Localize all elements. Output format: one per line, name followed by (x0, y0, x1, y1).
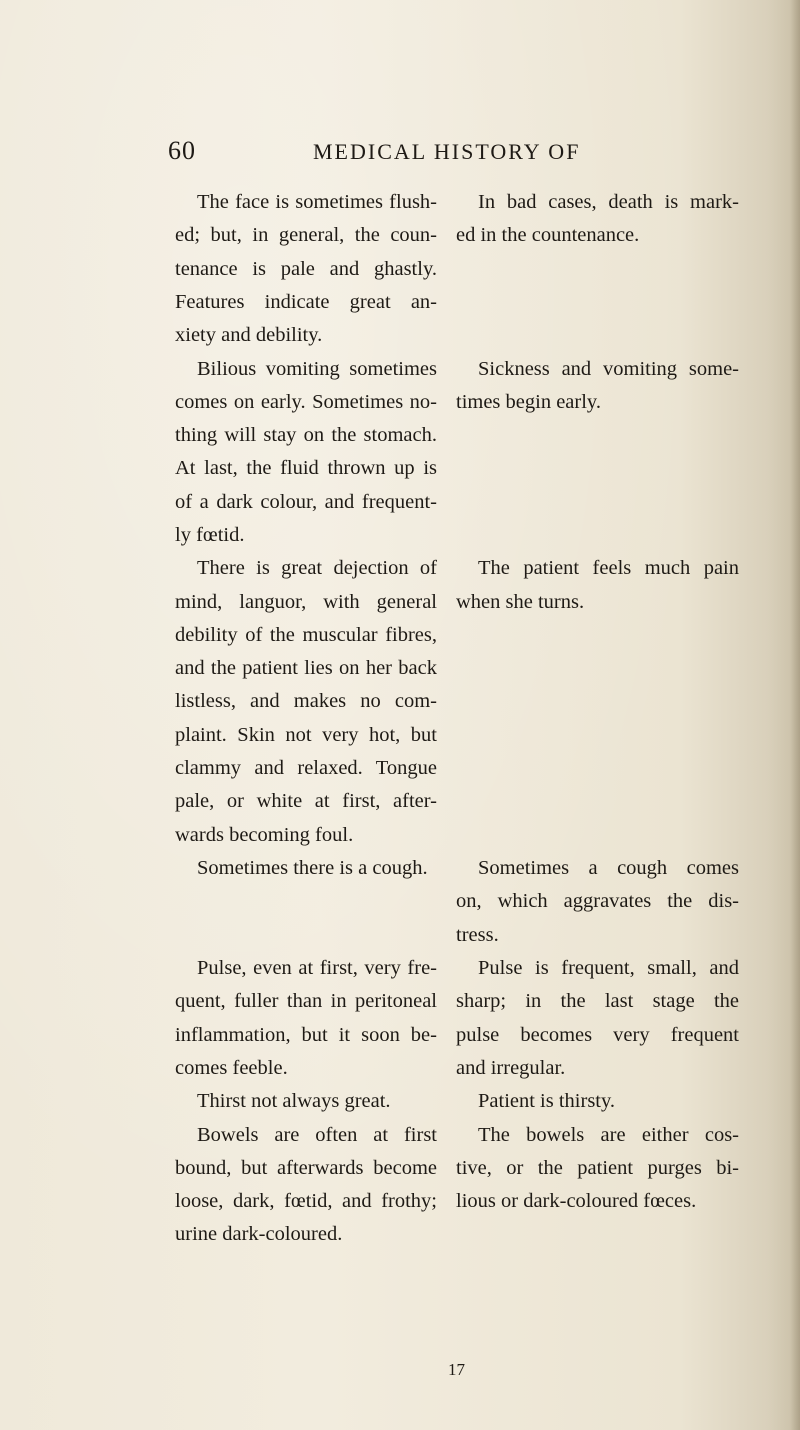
text-line: Features indicate great an- (175, 290, 437, 313)
text-line: Sometimes a cough comes (478, 857, 739, 879)
text-line: xiety and debility. (175, 324, 323, 347)
text-line: of a dark colour, and frequent- (175, 490, 437, 513)
text-line: tenance is pale and ghastly. (175, 257, 437, 280)
text-line: and the patient lies on her back (175, 657, 437, 680)
text-line: wards becoming foul. (175, 823, 354, 846)
text-line: comes feeble. (175, 1056, 288, 1079)
right-paragraph-pain (456, 552, 739, 619)
right-paragraph-pulse (456, 952, 739, 1085)
text-line: urine dark-coloured. (175, 1223, 343, 1246)
text-line: pale, or white at first, after- (175, 790, 437, 813)
left-paragraph-dejection (175, 552, 437, 852)
text-line: inflammation, but it soon be- (175, 1023, 437, 1046)
text-line: The face is sometimes flush- (197, 191, 437, 213)
text-line: on, which aggravates the dis- (456, 890, 739, 913)
text-line: Sometimes there is a cough. (197, 857, 428, 879)
text-line: and irregular. (456, 1056, 566, 1079)
signature-mark: 17 (448, 1360, 465, 1379)
right-paragraph-sickness (456, 353, 739, 420)
left-paragraph-face (175, 186, 437, 352)
right-paragraph-bowels (456, 1119, 739, 1219)
text-line: Patient is thirsty. (478, 1090, 616, 1112)
text-line: Pulse, even at first, very fre- (197, 957, 437, 979)
text-line: ly fœtid. (175, 523, 245, 546)
text-line: clammy and relaxed. Tongue (175, 757, 437, 780)
text-line: times begin early. (456, 390, 601, 413)
text-line: pulse becomes very frequent (456, 1023, 739, 1046)
left-paragraph-pulse (175, 952, 437, 1085)
left-paragraph-thirst (175, 1085, 437, 1118)
right-paragraph-cough (456, 852, 739, 952)
right-paragraph-thirst (456, 1085, 739, 1118)
text-line: lious or dark-coloured fœces. (456, 1190, 697, 1213)
page-header (168, 136, 638, 176)
text-line: mind, languor, with general (175, 590, 437, 613)
text-line: tress. (456, 923, 499, 946)
text-line: bound, but afterwards become (175, 1156, 437, 1179)
text-line: comes on early. Sometimes no- (175, 390, 437, 413)
text-line: ed; but, in general, the coun- (175, 224, 437, 247)
text-line: debility of the muscular fibres, (175, 623, 437, 646)
text-line: ed in the countenance. (456, 224, 640, 247)
text-line: thing will stay on the stomach. (175, 424, 437, 447)
left-paragraph-cough (175, 852, 437, 885)
text-line: listless, and makes no com- (175, 690, 437, 713)
right-paragraph-death (456, 186, 739, 253)
text-line: Bilious vomiting sometimes (197, 357, 437, 380)
left-paragraph-bowels (175, 1119, 437, 1252)
page-number: 60 (168, 136, 196, 165)
running-head: MEDICAL HISTORY OF (313, 139, 581, 164)
text-line: loose, dark, fœtid, and frothy; (175, 1190, 437, 1213)
text-line: tive, or the patient purges bi- (456, 1156, 739, 1179)
text-line: The patient feels much pain (478, 557, 739, 580)
text-line: sharp; in the last stage the (456, 990, 739, 1013)
text-line: Thirst not always great. (197, 1090, 391, 1112)
page-edge-shadow (790, 0, 800, 1430)
text-line: Bowels are often at first (197, 1123, 437, 1146)
text-line: when she turns. (456, 590, 585, 613)
left-paragraph-vomiting (175, 353, 437, 553)
text-line: The bowels are either cos- (478, 1123, 739, 1146)
text-line: Pulse is frequent, small, and (478, 957, 739, 979)
text-line: At last, the fluid thrown up is (175, 457, 437, 480)
text-line: There is great dejection of (197, 557, 437, 580)
text-line: quent, fuller than in peritoneal (175, 990, 437, 1013)
text-line: plaint. Skin not very hot, but (175, 723, 437, 746)
text-line: Sickness and vomiting some- (478, 357, 739, 380)
text-line: In bad cases, death is mark- (478, 191, 739, 213)
